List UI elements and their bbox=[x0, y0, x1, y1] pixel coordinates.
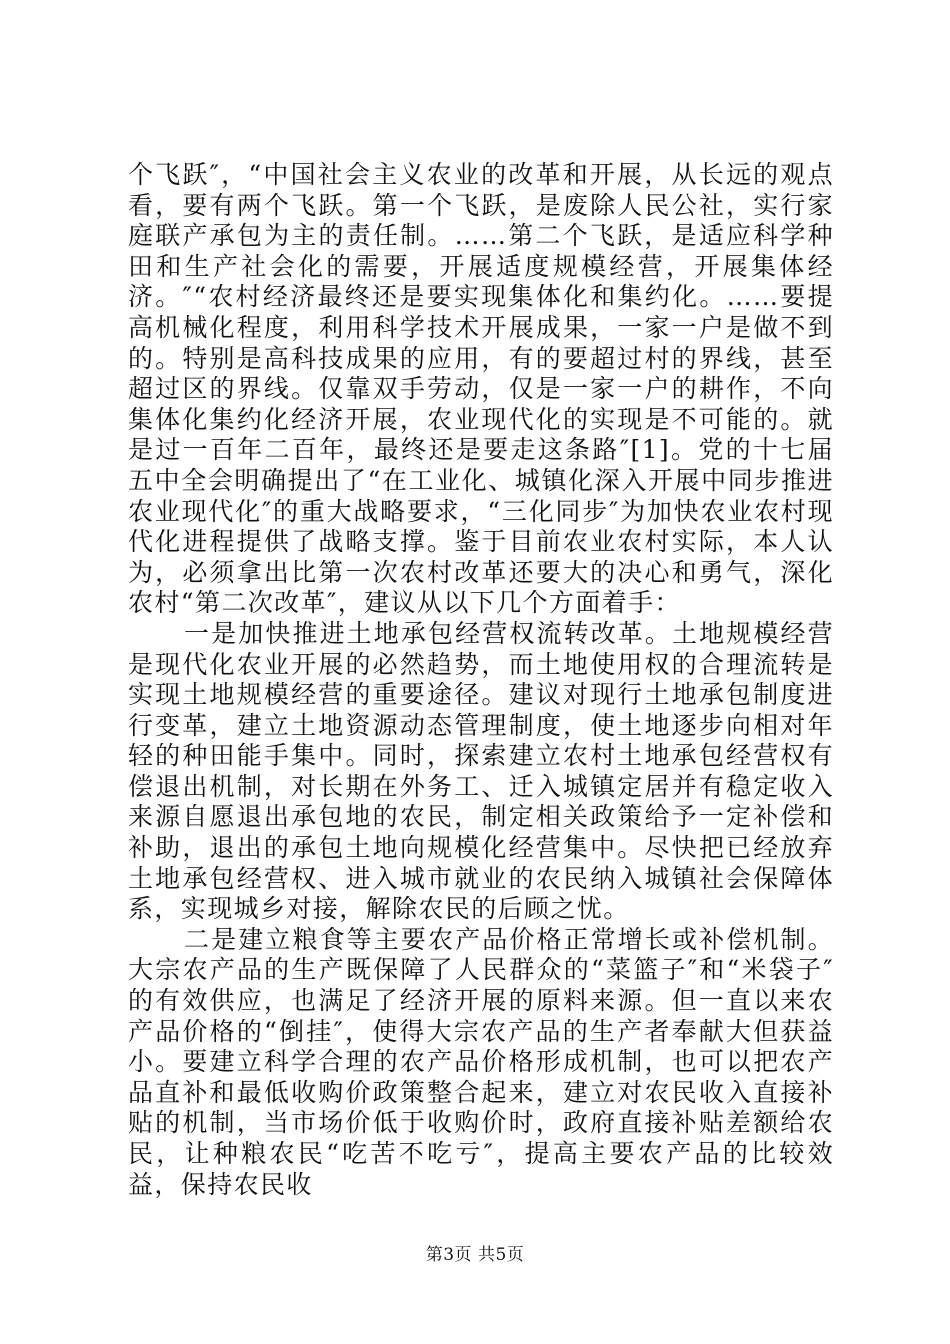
paragraph-continued: 个飞跃″，“中国社会主义农业的改革和开展，从长远的观点看，要有两个飞跃。第一个飞跃，是废除人民公社，实行家庭联产承包为主的责任制。……第二个飞跃，是适应科学种田和生产社会化的需要，开展适度规模经营，开展集体经济。″“农村经济最终还是要实现集体化和集约化。……要提高机械化程度，利用科学技术开展成果，一家一户是做不到的。特别是高科技成果的应用，有的要超过村的界线，甚至超过区的界线。仅靠双手劳动，仅是一家一户的耕作，不向集体化集约化经济开展，农业现代化的实现是不可能的。就是过一百年二百年，最终还是要走这条路″[1]。党的十七届五中全会明确提出了“在工业化、城镇化深入开展中同步推进农业现代化″的重大战略要求，“三化同步″为加快农业农村现代化进程提供了战略支撑。鉴于目前农业农村实际，本人认为，必须拿出比第一次农村改革还要大的决心和勇气，深化农村“第二次改革″，建议从以下几个方面着手： bbox=[128, 160, 834, 618]
paragraph-price-mechanism: 二是建立粮食等主要农产品价格正常增长或补偿机制。大宗农产品的生产既保障了人民群众的“菜篮子″和“米袋子″的有效供应，也满足了经济开展的原料来源。但一直以来农产品价格的“倒挂″，使得大宗农产品的生产者奉献大但获益小。要建立科学合理的农产品价格形成机制，也可以把农产品直补和最低收购价政策整合起来，建立对农民收入直接补贴的机制，当市场价低于收购价时，政府直接补贴差额给农民，让种粮农民“吃苦不吃亏″，提高主要农产品的比较效益，保持农民收 bbox=[128, 924, 834, 1199]
document-body bbox=[128, 160, 834, 1200]
page-footer: 第3页 共5页 bbox=[425, 1245, 525, 1265]
paragraph-land-reform: 一是加快推进土地承包经营权流转改革。土地规模经营是现代化农业开展的必然趋势，而土地使用权的合理流转是实现土地规模经营的重要途径。建议对现行土地承包制度进行变革，建立土地资源动态管理制度，使土地逐步向相对年轻的种田能手集中。同时，探索建立农村土地承包经营权有偿退出机制，对长期在外务工、迁入城镇定居并有稳定收入来源自愿退出承包地的农民，制定相关政策给予一定补偿和补助，退出的承包土地向规模化经营集中。尽快把已经放弃土地承包经营权、进入城市就业的农民纳入城镇社会保障体系，实现城乡对接，解除农民的后顾之忧。 bbox=[128, 618, 834, 924]
